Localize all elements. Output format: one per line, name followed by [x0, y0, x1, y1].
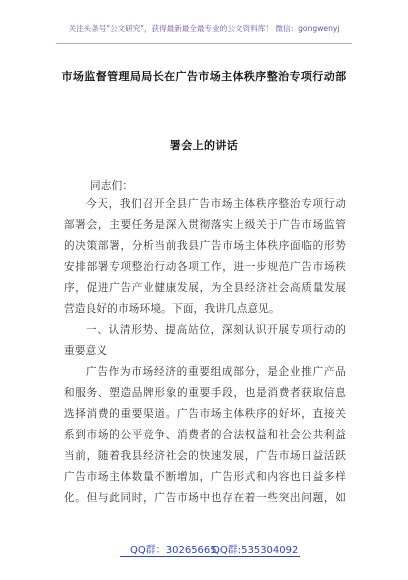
footer-qq-group-1: QQ群：30265665 — [130, 545, 217, 556]
document-title-line-1: 市场监督管理局局长在广告市场主体秩序整治专项行动部 — [61, 70, 347, 83]
paragraph-line: 化。但与此同时，广告市场中也存在着一些突出问题，如 — [64, 492, 346, 504]
paragraph-line: 部署会，主要任务是深入贯彻落实上级关于广告市场监管 — [64, 219, 346, 231]
header-divider — [56, 43, 352, 44]
paragraph-line: 选择消费的重要渠道。广告市场主体秩序的好坏，直接关 — [64, 408, 346, 420]
paragraph-line: 系到市场的公平竞争、消费者的合法权益和社会公共利益 — [64, 429, 346, 441]
document-title-line-2: 署会上的讲话 — [169, 139, 239, 152]
paragraph-line: 当前，随着我县经济社会的快速发展，广告市场日益活跃 — [64, 450, 346, 462]
paragraph-line: 今天，我们召开全县广告市场主体秩序整治专项行动 — [86, 198, 346, 210]
paragraph-line: 的决策部署，分析当前我县广告市场主体秩序面临的形势 — [64, 240, 346, 252]
header-note: 关注头条号"公文研究"，获得最新最全最专业的公文资料库！ 微信：gongwenyj — [68, 24, 340, 33]
footer-underline — [120, 556, 300, 557]
section-heading-line: 重要意义 — [64, 345, 108, 357]
footer-qq-group-2: QQ群:535304092 — [212, 545, 299, 556]
paragraph-line: 和服务、塑造品牌形象的重要手段，也是消费者获取信息 — [64, 387, 346, 399]
paragraph-line: 广告市场主体数量不断增加，广告形式和内容也日益多样 — [64, 471, 346, 483]
salutation: 同志们： — [90, 180, 134, 192]
paragraph-line: 序，促进广告产业健康发展，为全县经济社会高质量发展 — [64, 282, 346, 294]
paragraph-line: 广告作为市场经济的重要组成部分，是企业推广产品 — [86, 366, 346, 378]
paragraph-line: 营造良好的市场环境。下面，我讲几点意见。 — [64, 303, 280, 315]
paragraph-line: 安排部署专项整治行动各项工作，进一步规范广告市场秩 — [64, 261, 346, 273]
section-heading-line: 一、认清形势、提高站位，深刻认识开展专项行动的 — [86, 324, 346, 336]
